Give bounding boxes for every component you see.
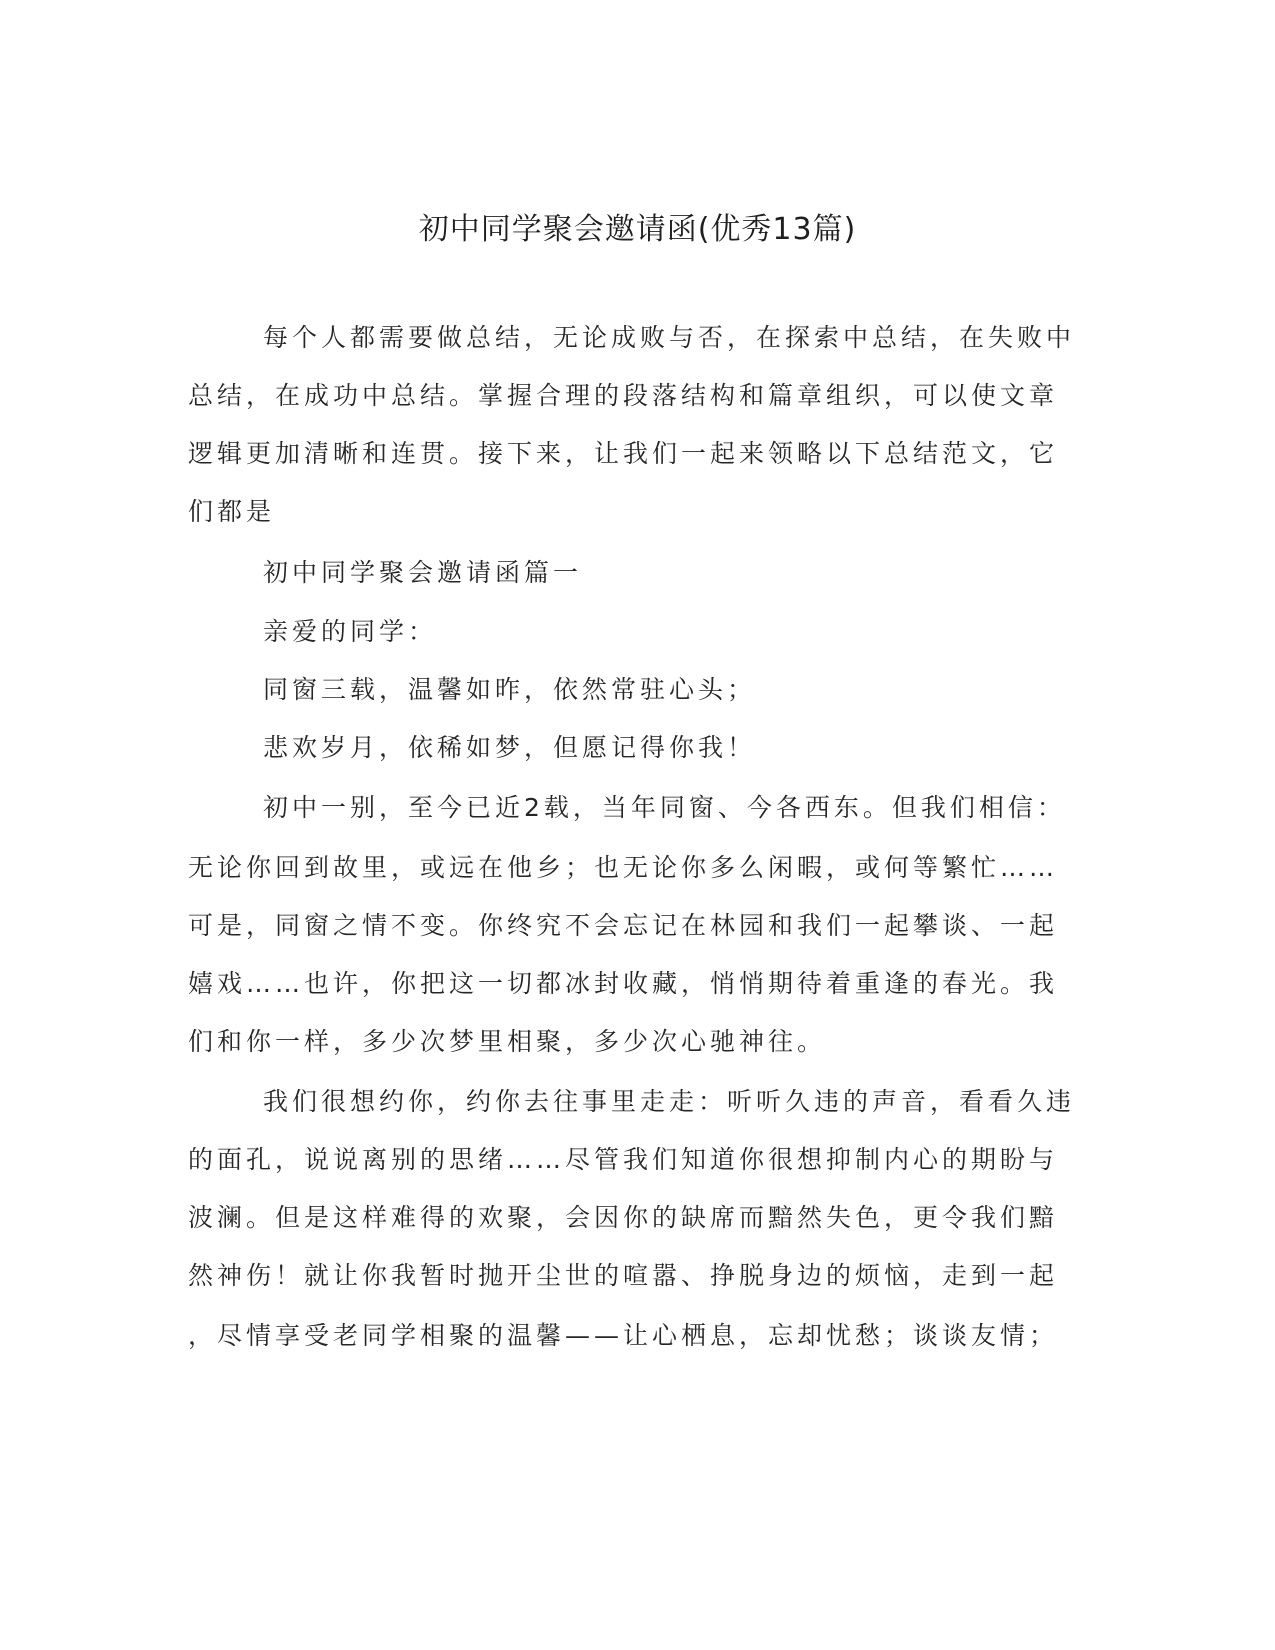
verse-line: 悲欢岁月，依稀如梦，但愿记得你我！ xyxy=(263,733,757,762)
paragraph-line: 的面孔，说说离别的思绪……尽管我们知道你很想抑制内心的期盼与 xyxy=(188,1145,1059,1174)
paragraph-line: 可是，同窗之情不变。你终究不会忘记在林园和我们一起攀谈、一起 xyxy=(188,911,1059,940)
paragraph-line: 嬉戏……也许，你把这一切都冰封收藏，悄悄期待着重逢的春光。我 xyxy=(188,969,1059,998)
verse-line: 同窗三载，温馨如昨，依然常驻心头； xyxy=(263,675,757,704)
paragraph-line: 逻辑更加清晰和连贯。接下来，让我们一起来领略以下总结范文，它 xyxy=(188,439,1059,468)
paragraph-line: 我们很想约你，约你去往事里走走：听听久违的声音，看看久违 xyxy=(263,1087,1076,1116)
paragraph-line: 无论你回到故里，或远在他乡；也无论你多么闲暇，或何等繁忙…… xyxy=(188,853,1059,882)
paragraph-line: 初中一别，至今已近2载，当年同窗、今各西东。但我们相信： xyxy=(263,793,1066,822)
paragraph-line: 们和你一样，多少次梦里相聚，多少次心驰神往。 xyxy=(188,1027,827,1056)
paragraph-line: 总结，在成功中总结。掌握合理的段落结构和篇章组织，可以使文章 xyxy=(188,381,1059,410)
paragraph-line: 然神伤！就让你我暂时抛开尘世的喧嚣、挣脱身边的烦恼，走到一起 xyxy=(188,1261,1059,1290)
paragraph-line: 每个人都需要做总结，无论成败与否，在探索中总结，在失败中 xyxy=(263,323,1076,352)
document-title: 初中同学聚会邀请函(优秀13篇) xyxy=(418,212,857,247)
salutation: 亲爱的同学： xyxy=(263,617,438,646)
paragraph-line: 波澜。但是这样难得的欢聚，会因你的缺席而黯然失色，更令我们黯 xyxy=(188,1203,1059,1232)
section-heading: 初中同学聚会邀请函篇一 xyxy=(263,558,583,587)
paragraph-line: 们都是 xyxy=(188,497,276,526)
paragraph-line: ，尽情享受老同学相聚的温馨——让心栖息，忘却忧愁；谈谈友情； xyxy=(188,1321,1059,1350)
